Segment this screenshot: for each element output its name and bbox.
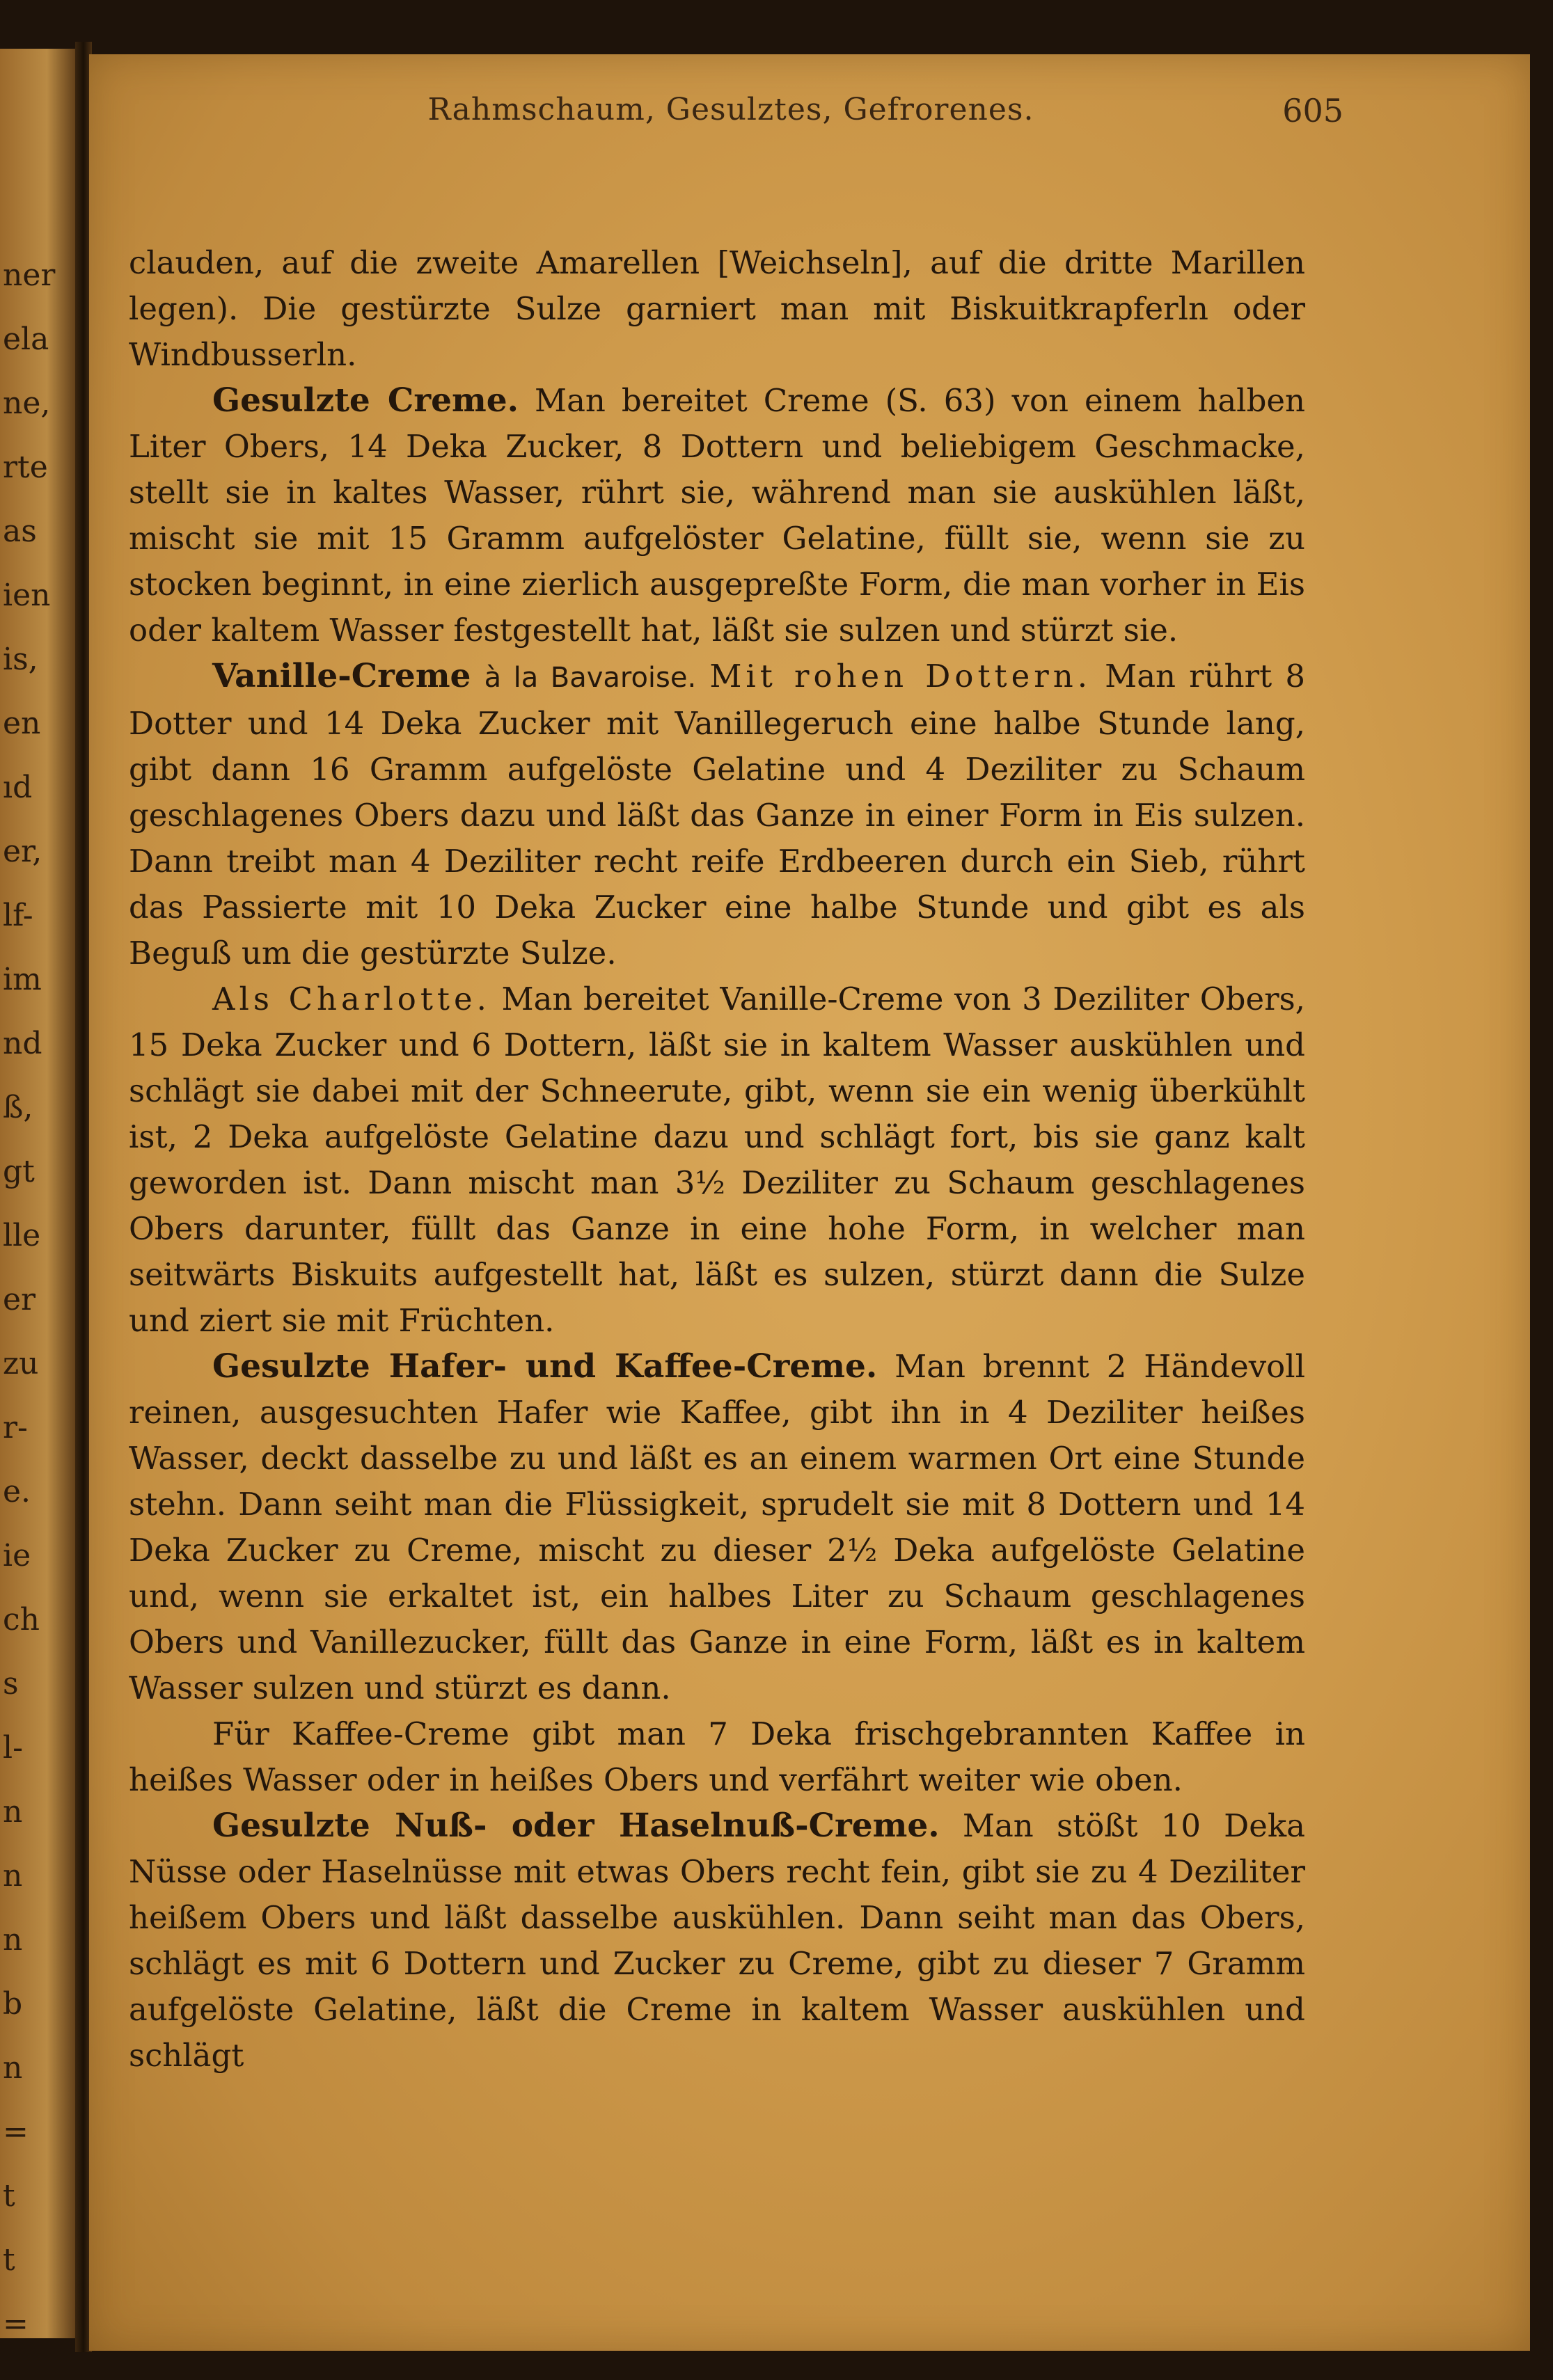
running-head: Rahmschaum, Gesulztes, Gefrorenes. — [427, 92, 1034, 127]
page-body — [129, 240, 1305, 2079]
left-page-fragment: e. — [3, 1474, 31, 1509]
recipe-text: Man rührt 8 Dotter und 14 Deka Zucker mit Vanillegeruch eine halbe Stunde lang, gibt dann 16 Gramm aufgelöste Gelatine und 4 Deziliter zu Schaum geschlagenes Obers dazu und läßt das Ganze in einer Form in Eis sulzen. Dann treibt man 4 Deziliter recht reife Erdbeeren durch ein Sieb, rührt das Passierte mit 10 Deka Zucker eine halbe Stunde und gibt es als Beguß um die gestürzte Sulze. — [129, 658, 1305, 971]
left-page-fragment: er — [3, 1282, 36, 1317]
left-page-fragment: ıd — [3, 770, 33, 805]
left-page-fragment: gt — [3, 1154, 35, 1189]
left-page-fragment: en — [3, 706, 41, 741]
recipe-title: Gesulzte Nuß- oder Haselnuß-Creme. — [212, 1807, 940, 1845]
left-page-fragment: er, — [3, 834, 42, 869]
recipe-title: Gesulzte Creme. — [212, 381, 519, 420]
left-page-fragment: rte — [3, 450, 48, 485]
recipe-variant: Mit rohen Dottern. — [709, 658, 1092, 695]
recipe-text: Man bereitet Vanille-Creme von 3 Deziliter Obers, 15 Deka Zucker und 6 Dottern, läßt sie in kaltem Wasser auskühlen und schlägt sie dabei mit der Schneerute, gibt, wenn sie ein wenig überkühlt ist, 2 Deka aufgelöste Gelatine dazu und schlägt fort, bis sie ganz kalt geworden ist. Dann mischt man 3½ Deziliter zu Schaum geschlagenes Obers darunter, füllt das Ganze in eine hohe Form, in welcher man seitwärts Biskuits aufgestellt hat, läßt es sulzen, stürzt dann die Sulze und ziert sie mit Früchten. — [129, 981, 1305, 1339]
left-page-fragment: ch — [3, 1602, 40, 1637]
left-page-fragment: t — [3, 2242, 15, 2278]
recipe-hafer-kaffee-creme — [129, 1344, 1305, 1711]
paragraph-continuation: clauden, auf die zweite Amarellen [Weichseln], auf die dritte Marillen legen). Die gestürzte Sulze garniert man mit Biskuitkrapferln oder Windbusserln. — [129, 244, 1305, 373]
left-page-fragment: zu — [3, 1346, 39, 1381]
left-page-fragment: ie — [3, 1538, 31, 1573]
recipe-charlotte — [129, 976, 1305, 1344]
left-page-fragment: im — [3, 962, 42, 997]
left-page-fragment: ne, — [3, 386, 51, 421]
left-page-fragment: ien — [3, 578, 51, 613]
recipe-title-latin: à la Bavaroise. — [484, 662, 697, 694]
left-page-fragment: t — [3, 2178, 15, 2214]
page-number: 605 — [1282, 92, 1343, 129]
left-page-fragment: b — [3, 1986, 23, 2022]
recipe-nuss-creme — [129, 1803, 1305, 2079]
left-page-fragment: s — [3, 1666, 19, 1701]
left-page-fragment: n — [3, 1922, 23, 1958]
left-page-fragment: = — [3, 2114, 29, 2150]
recipe-text: Man stößt 10 Deka Nüsse oder Haselnüsse mit etwas Obers recht fein, gibt sie zu 4 Deziliter heißem Obers und läßt dasselbe auskühlen. Dann seiht man das Obers, schlägt es mit 6 Dottern und Zucker zu Creme, gibt zu dieser 7 Gramm aufgelöste Gelatine, läßt die Creme in kaltem Wasser auskühlen und schlägt — [129, 1807, 1305, 2074]
recipe-title: Vanille-Creme — [212, 657, 471, 695]
paragraph-kaffee-creme: Für Kaffee-Creme gibt man 7 Deka frischgebrannten Kaffee in heißes Wasser oder in heißes Obers und verfährt weiter wie oben. — [129, 1715, 1305, 1798]
left-page-fragment: n — [3, 2050, 23, 2086]
left-page-fragment: is, — [3, 642, 38, 677]
left-page-edge — [0, 49, 78, 2338]
left-page-fragment: n — [3, 1794, 23, 1830]
recipe-vanille-creme — [129, 653, 1305, 976]
left-page-fragment: ela — [3, 322, 49, 357]
recipe-text: Man bereitet Creme (S. 63) von einem halben Liter Obers, 14 Deka Zucker, 8 Dottern und beliebigem Geschmacke, stellt sie in kaltes Wasser, rührt sie, während man sie auskühlen läßt, mischt sie mit 15 Gramm aufgelöster Gelatine, füllt sie, wenn sie zu stocken beginnt, in eine zierlich ausgepreßte Form, die man vorher in Eis oder kaltem Wasser festgestellt hat, läßt sie sulzen und stürzt sie. — [129, 382, 1305, 649]
page-header — [118, 92, 1343, 148]
recipe-variant: Als Charlotte. — [212, 981, 491, 1017]
recipe-title: Gesulzte Hafer- und Kaffee-Creme. — [212, 1347, 878, 1386]
left-page-fragment: as — [3, 514, 37, 549]
left-page-fragment: l- — [3, 1730, 23, 1766]
left-page-fragment: nd — [3, 1026, 42, 1061]
recipe-gesulzte-creme — [129, 378, 1305, 653]
left-page-fragment: lf- — [3, 898, 33, 933]
left-page-fragment: n — [3, 1858, 23, 1894]
recipe-text: Man brennt 2 Händevoll reinen, ausgesuchten Hafer wie Kaffee, gibt ihn in 4 Deziliter heißes Wasser, deckt dasselbe zu und läßt es an einem warmen Ort eine Stunde stehn. Dann seiht man die Flüssigkeit, sprudelt sie mit 8 Dottern und 14 Deka Zucker zu Creme, mischt zu dieser 2½ Deka aufgelöste Gelatine und, wenn sie erkaltet ist, ein halbes Liter zu Schaum geschlagenes Obers und Vanillezucker, füllt das Ganze in eine Form, läßt es in kaltem Wasser sulzen und stürzt es dann. — [129, 1348, 1305, 1706]
left-page-fragment: lle — [3, 1218, 41, 1253]
left-page-fragment: ß, — [3, 1090, 33, 1125]
left-page-fragment: = — [3, 2306, 29, 2338]
left-page-fragment: ner — [3, 257, 56, 293]
left-page-fragment: r- — [3, 1410, 28, 1445]
